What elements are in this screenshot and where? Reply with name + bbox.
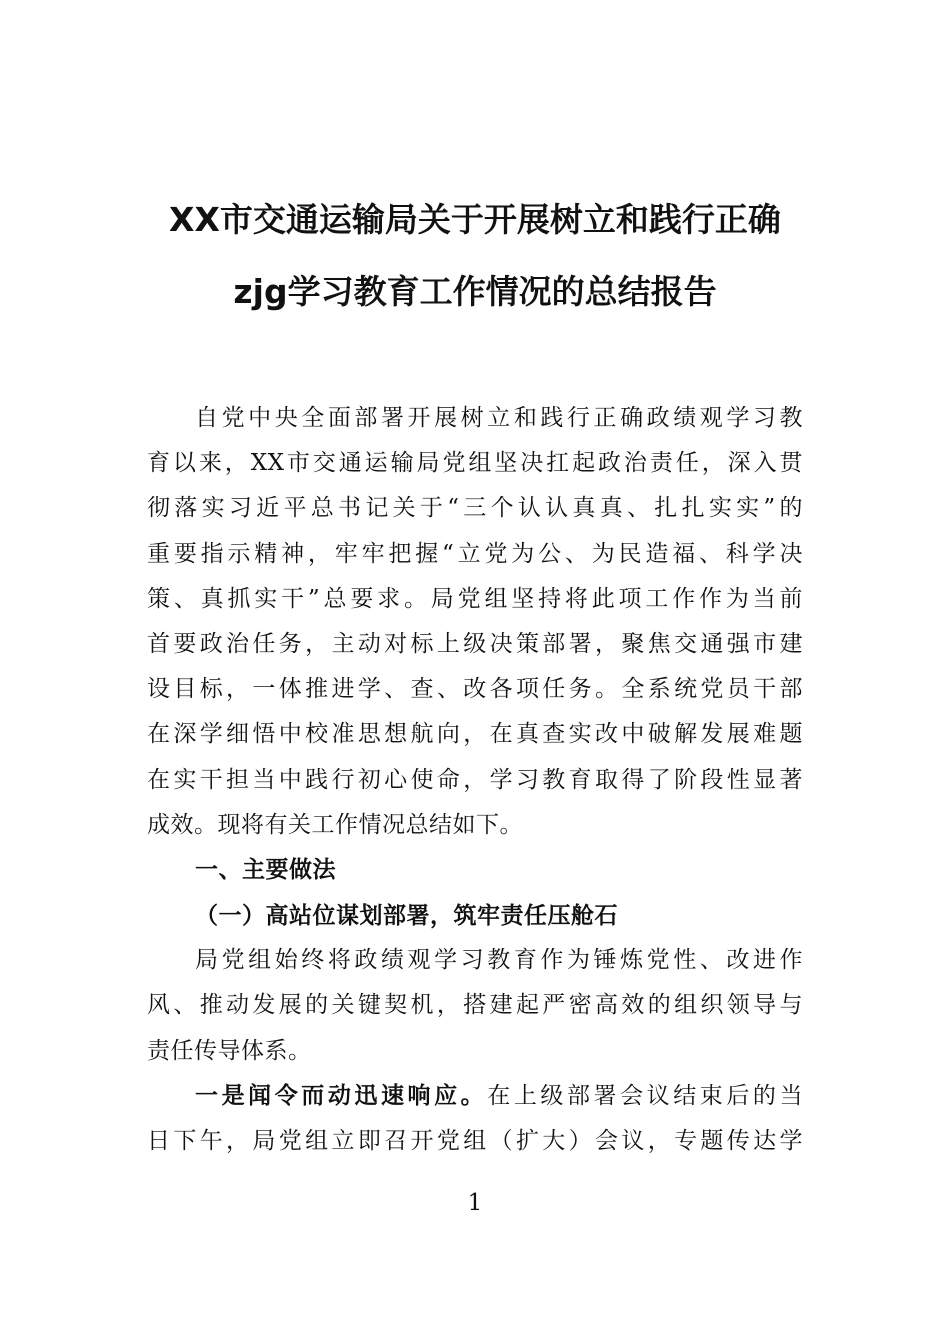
paragraph-organization	[147, 938, 803, 1074]
page-number: 1	[467, 1190, 483, 1216]
paragraph-line: 重要指示精神，牢牢把握“立党为公、为民造福、科学决	[147, 540, 803, 567]
document-title-line-2: zjg学习教育工作情况的总结报告	[233, 272, 717, 311]
paragraph-line: 成效。现将有关工作情况总结如下。	[147, 811, 523, 838]
paragraph-text: 在上级部署会议结束后的当	[487, 1082, 804, 1109]
section-heading: 一、主要做法	[195, 856, 336, 883]
paragraph-intro	[147, 396, 803, 848]
paragraph-line: 设目标，一体推进学、查、改各项任务。全系统党员干部	[147, 676, 803, 703]
document-body	[147, 396, 803, 1164]
document-title-line-1: XX市交通运输局关于开展树立和践行正确	[169, 200, 781, 239]
paragraph-line: 首要政治任务，主动对标上级决策部署，聚焦交通强市建	[147, 630, 803, 657]
paragraph-line: 育以来，XX市交通运输局党组坚决扛起政治责任，深入贯	[147, 450, 803, 477]
paragraph-line: 责任传导体系。	[147, 1037, 312, 1064]
paragraph-line	[147, 1074, 803, 1119]
paragraph-response	[147, 1074, 803, 1164]
paragraph-line: 自党中央全面部署开展树立和践行正确政绩观学习教	[195, 405, 803, 431]
paragraph-line: 策、真抓实干”总要求。局党组坚持将此项工作作为当前	[147, 585, 803, 612]
paragraph-line: 风、推动发展的关键契机，搭建起严密高效的组织领导与	[147, 992, 803, 1019]
paragraph-line: 彻落实习近平总书记关于“三个认认真真、扎扎实实”的	[147, 495, 803, 522]
paragraph-line: 日下午，局党组立即召开党组（扩大）会议，专题传达学	[147, 1128, 803, 1154]
subsection-heading: （一）高站位谋划部署，筑牢责任压舱石	[195, 902, 618, 930]
paragraph-line: 在实干担当中践行初心使命，学习教育取得了阶段性显著	[147, 766, 803, 793]
paragraph-line: 在深学细悟中校准思想航向，在真查实改中破解发展难题	[147, 721, 803, 748]
bold-lead-text: 一是闻令而动迅速响应。	[195, 1082, 488, 1109]
paragraph-line: 局党组始终将政绩观学习教育作为锤炼党性、改进作	[195, 947, 803, 974]
